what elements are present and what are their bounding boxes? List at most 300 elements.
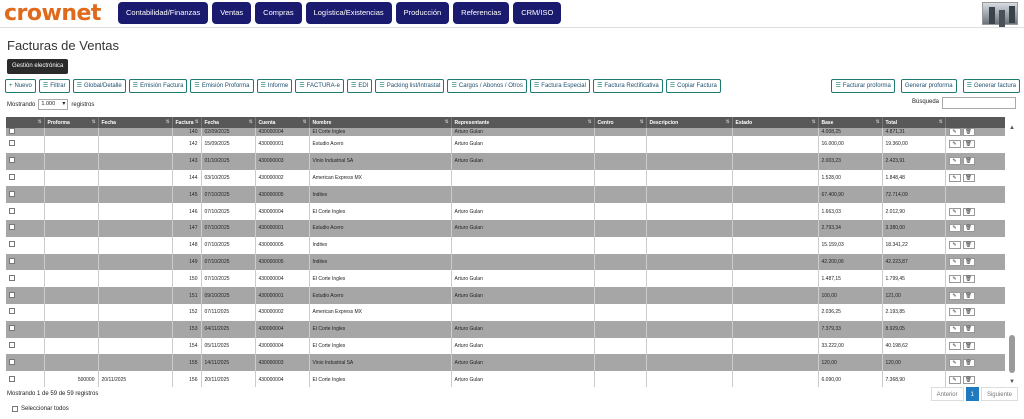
- table-row[interactable]: [6, 287, 1005, 304]
- table-row[interactable]: [6, 153, 1005, 170]
- cell-representante: Arturo Gulan: [451, 354, 594, 371]
- edit-icon[interactable]: ✎: [949, 174, 961, 182]
- cell-estado: [732, 203, 818, 220]
- trash-icon[interactable]: 🗑: [963, 258, 975, 266]
- toolbar-button-label: Global/Detalle: [83, 83, 122, 89]
- cell-total: 4.871,31: [882, 128, 945, 136]
- nav-item-referencias[interactable]: Referencias: [453, 2, 509, 24]
- cell-centro: [594, 270, 646, 287]
- row-actions: [945, 371, 1005, 387]
- toolbar-copiar-factura-button[interactable]: [666, 79, 721, 93]
- cell-fecha: [98, 304, 172, 321]
- cell-proforma: [44, 136, 98, 153]
- trash-icon[interactable]: 🗑: [963, 140, 975, 148]
- cell-factura: 148: [172, 237, 201, 254]
- filter-icon: ☰: [42, 83, 49, 89]
- cell-estado: [732, 220, 818, 237]
- row-checkbox[interactable]: [9, 140, 15, 146]
- sort-icon[interactable]: ⇅: [938, 119, 943, 124]
- cell-nombre: El Corte Ingles: [309, 321, 451, 338]
- trash-icon[interactable]: 🗑: [963, 359, 975, 367]
- select-column-header: [6, 117, 44, 128]
- toolbar-button-label: FACTURA-e: [306, 83, 340, 89]
- row-actions: [945, 220, 1005, 237]
- cell-fecha: [98, 254, 172, 271]
- cell-proforma: [44, 237, 98, 254]
- cell-fecha: [98, 321, 172, 338]
- row-actions: [945, 270, 1005, 287]
- cell-fecha: [98, 237, 172, 254]
- toolbar-packing-list-intrastat-button[interactable]: [375, 79, 444, 93]
- cell-cuenta: 430000004: [255, 270, 309, 287]
- table-scrollbar[interactable]: [1008, 125, 1016, 385]
- cell-representante: Arturo Gulan: [451, 270, 594, 287]
- trash-icon[interactable]: 🗑: [963, 224, 975, 232]
- row-checkbox[interactable]: [9, 258, 15, 264]
- column-header-proforma[interactable]: [44, 117, 98, 128]
- cell-cuenta: 430000002: [255, 170, 309, 187]
- cell-proforma: [44, 338, 98, 355]
- cell-base: 6.090,00: [818, 371, 882, 387]
- table-row[interactable]: [6, 237, 1005, 254]
- edit-icon[interactable]: ✎: [949, 342, 961, 350]
- cell-centro: [594, 254, 646, 271]
- row-actions: [945, 321, 1005, 338]
- toolbar-button-label: Generar proforma: [904, 83, 953, 89]
- cell-factura: 147: [172, 220, 201, 237]
- cell-base: 120,00: [818, 354, 882, 371]
- cell-cuenta: 430000005: [255, 186, 309, 203]
- table-row[interactable]: [6, 254, 1005, 271]
- sort-icon[interactable]: ⇅: [194, 119, 199, 124]
- cell-cuenta: 430000004: [255, 371, 309, 387]
- page-size-select[interactable]: [38, 99, 68, 110]
- row-select-cell: [6, 237, 44, 254]
- column-header-total[interactable]: [882, 117, 945, 128]
- toolbar-global-detalle-button[interactable]: [73, 79, 126, 93]
- row-checkbox[interactable]: [9, 224, 15, 230]
- cell-base: 1.528,00: [818, 170, 882, 187]
- page-size-prefix: Mostrando: [7, 101, 36, 108]
- column-header-nombre[interactable]: [309, 117, 451, 128]
- row-select-cell: [6, 354, 44, 371]
- cell-fecha: 07/10/2025: [201, 186, 255, 203]
- cell-centro: [594, 153, 646, 170]
- toolbar-emisi-n-factura-button[interactable]: [129, 79, 188, 93]
- avatar[interactable]: [982, 2, 1018, 25]
- edit-icon[interactable]: ✎: [949, 292, 961, 300]
- pagination-current[interactable]: 1: [966, 387, 979, 401]
- page-size-control: [7, 99, 94, 110]
- cell-base: 100,00: [818, 287, 882, 304]
- row-checkbox[interactable]: [9, 157, 15, 163]
- toolbar-nuevo-button[interactable]: [5, 79, 36, 93]
- trash-icon[interactable]: 🗑: [963, 157, 975, 165]
- cell-factura: 145: [172, 186, 201, 203]
- cell-estado: [732, 287, 818, 304]
- column-header-fecha[interactable]: [98, 117, 172, 128]
- row-actions: [945, 203, 1005, 220]
- sort-icon[interactable]: ⇅: [875, 119, 880, 124]
- list-icon: ☰: [379, 83, 385, 89]
- trash-icon[interactable]: 🗑: [963, 275, 975, 283]
- records-info: Mostrando 1 de 59 de 59 registros: [7, 391, 99, 397]
- list-icon: ☰: [669, 83, 676, 89]
- cell-descripcion: [646, 170, 732, 187]
- sort-icon[interactable]: ⇅: [444, 119, 449, 124]
- column-header-centro[interactable]: [594, 117, 646, 128]
- cell-descripcion: [646, 128, 732, 136]
- cell-factura: 150: [172, 270, 201, 287]
- sort-icon[interactable]: ⇅: [248, 119, 253, 124]
- column-header-label: Factura: [175, 119, 194, 126]
- cell-cuenta: 430000003: [255, 153, 309, 170]
- sort-icon[interactable]: ⇅: [725, 119, 730, 124]
- cell-nombre: Inditex: [309, 237, 451, 254]
- row-checkbox[interactable]: [9, 241, 15, 247]
- column-header-label: Centro: [597, 119, 614, 126]
- toolbar-cargos-abonos-otros-button[interactable]: [447, 79, 526, 93]
- nav-item-log-stica-existencias[interactable]: Logística/Existencias: [306, 2, 392, 24]
- table-row[interactable]: [6, 354, 1005, 371]
- cell-total: 121,00: [882, 287, 945, 304]
- invoices-table: [6, 117, 1005, 387]
- row-checkbox[interactable]: [9, 308, 15, 314]
- pagination: [931, 387, 1018, 401]
- toolbar-generar-proforma-button[interactable]: [901, 79, 957, 93]
- cell-fecha: 15/09/2025: [201, 136, 255, 153]
- cell-base: 1.487,15: [818, 270, 882, 287]
- cell-base: 2.003,23: [818, 153, 882, 170]
- list-icon: ☰: [132, 83, 139, 89]
- cell-fecha: 20/11/2025: [98, 371, 172, 387]
- cell-fecha: 20/11/2025: [201, 371, 255, 387]
- cell-factura: 140: [172, 128, 201, 136]
- table-header: [6, 117, 1005, 128]
- trash-icon[interactable]: 🗑: [963, 342, 975, 350]
- trash-icon[interactable]: 🗑: [963, 208, 975, 216]
- cell-factura: 153: [172, 321, 201, 338]
- scroll-up-icon[interactable]: ▲: [1009, 125, 1015, 131]
- cell-nombre: El Corte Ingles: [309, 270, 451, 287]
- cell-representante: Arturo Gulan: [451, 136, 594, 153]
- list-icon: ☰: [194, 83, 200, 89]
- column-header-representante[interactable]: [451, 117, 594, 128]
- column-header-label: Nombre: [312, 119, 332, 126]
- cell-total: 18.341,22: [882, 237, 945, 254]
- toolbar-button-label: EDI: [358, 83, 369, 89]
- row-checkbox[interactable]: [9, 128, 15, 134]
- cell-centro: [594, 128, 646, 136]
- row-checkbox[interactable]: [9, 325, 15, 331]
- cell-nombre: El Corte Ingles: [309, 128, 451, 136]
- column-header-label: Descripcion: [649, 119, 679, 126]
- row-select-cell: [6, 170, 44, 187]
- toolbar-filtrar-button[interactable]: [39, 79, 70, 93]
- row-select-cell: [6, 220, 44, 237]
- cell-base: 2.793,34: [818, 220, 882, 237]
- page-title: Facturas de Ventas: [7, 38, 120, 53]
- select-all[interactable]: [12, 406, 69, 412]
- column-header-cuenta[interactable]: [255, 117, 309, 128]
- cell-cuenta: 430000001: [255, 287, 309, 304]
- cell-representante: Arturo Gulan: [451, 287, 594, 304]
- table-row[interactable]: [6, 136, 1005, 153]
- sort-icon[interactable]: ⇅: [91, 119, 96, 124]
- row-select-cell: [6, 186, 44, 203]
- cell-descripcion: [646, 153, 732, 170]
- list-icon: ☰: [260, 83, 266, 89]
- cell-estado: [732, 321, 818, 338]
- toolbar-right: [831, 79, 1020, 93]
- table-row[interactable]: [6, 321, 1005, 338]
- cell-nombre: Inditex: [309, 186, 451, 203]
- toolbar-factura-especial-button[interactable]: [530, 79, 590, 93]
- row-checkbox[interactable]: [9, 359, 15, 365]
- edit-icon[interactable]: ✎: [949, 128, 961, 136]
- cell-nombre: Estudio Acero: [309, 136, 451, 153]
- cell-centro: [594, 287, 646, 304]
- cell-base: 16.000,00: [818, 136, 882, 153]
- cell-fecha: [98, 354, 172, 371]
- cell-estado: [732, 237, 818, 254]
- cell-centro: [594, 321, 646, 338]
- cell-factura: 142: [172, 136, 201, 153]
- row-checkbox[interactable]: [9, 191, 15, 197]
- table-row[interactable]: [6, 203, 1005, 220]
- cell-base: 7.379,33: [818, 321, 882, 338]
- cell-descripcion: [646, 338, 732, 355]
- select-all-label: Seleccionar todos: [21, 406, 69, 412]
- edit-icon[interactable]: ✎: [949, 258, 961, 266]
- cell-total: 2.193,85: [882, 304, 945, 321]
- toolbar-generar-factura-button[interactable]: [963, 79, 1020, 93]
- select-all-checkbox[interactable]: [12, 406, 18, 412]
- list-icon: ☰: [835, 83, 841, 89]
- table-row[interactable]: [6, 270, 1005, 287]
- cell-fecha: [98, 186, 172, 203]
- edit-icon[interactable]: ✎: [949, 359, 961, 367]
- row-actions: [945, 136, 1005, 153]
- toolbar-factura-e-button[interactable]: [295, 79, 344, 93]
- cell-fecha: 07/10/2025: [201, 237, 255, 254]
- cell-cuenta: 430000001: [255, 220, 309, 237]
- page-size-value: 1.000: [41, 101, 56, 107]
- cell-descripcion: [646, 287, 732, 304]
- cell-base: 42.200,06: [818, 254, 882, 271]
- row-select-cell: [6, 254, 44, 271]
- row-checkbox[interactable]: [9, 275, 15, 281]
- cell-cuenta: 430000004: [255, 321, 309, 338]
- cell-total: 42.223,87: [882, 254, 945, 271]
- sort-icon[interactable]: ⇅: [37, 119, 42, 124]
- row-checkbox[interactable]: [9, 174, 15, 180]
- column-header-label: Representante: [454, 119, 490, 126]
- toolbar-facturar-proforma-button[interactable]: [831, 79, 894, 93]
- toolbar: [5, 79, 721, 93]
- cell-factura: 154: [172, 338, 201, 355]
- cell-total: 40.198,62: [882, 338, 945, 355]
- toolbar-button-label: Emisión Factura: [140, 83, 184, 89]
- cell-nombre: Vinio Industrial SA: [309, 153, 451, 170]
- edit-icon[interactable]: ✎: [949, 140, 961, 148]
- cell-total: 3.380,00: [882, 220, 945, 237]
- row-actions: [945, 304, 1005, 321]
- trash-icon[interactable]: 🗑: [963, 174, 975, 182]
- sort-icon[interactable]: ⇅: [639, 119, 644, 124]
- cell-total: 2.012,90: [882, 203, 945, 220]
- row-select-cell: [6, 304, 44, 321]
- edit-icon[interactable]: ✎: [949, 208, 961, 216]
- pagination-prev[interactable]: Anterior: [931, 387, 964, 401]
- gestion-electronica-button[interactable]: Gestión electrónica: [7, 59, 68, 74]
- cell-fecha: 02/09/2025: [201, 128, 255, 136]
- cell-proforma: [44, 153, 98, 170]
- toolbar-informe-button[interactable]: [257, 79, 293, 93]
- toolbar-button-label: Informe: [267, 83, 289, 89]
- pagination-next[interactable]: Siguiente: [981, 387, 1018, 401]
- nav-item-compras[interactable]: Compras: [255, 2, 301, 24]
- cell-fecha: 03/10/2025: [201, 170, 255, 187]
- cell-cuenta: 430000002: [255, 304, 309, 321]
- sort-icon[interactable]: ⇅: [165, 119, 170, 124]
- cell-estado: [732, 338, 818, 355]
- cell-fecha: 07/11/2025: [201, 304, 255, 321]
- cell-fecha: 07/10/2025: [201, 203, 255, 220]
- cell-total: 8.929,05: [882, 321, 945, 338]
- cell-factura: 144: [172, 170, 201, 187]
- toolbar-button-label: Packing list/Intrastat: [386, 83, 441, 89]
- row-select-cell: [6, 321, 44, 338]
- table-row[interactable]: [6, 371, 1005, 387]
- cell-descripcion: [646, 186, 732, 203]
- toolbar-edi-button[interactable]: [347, 79, 372, 93]
- row-select-cell: [6, 287, 44, 304]
- row-select-cell: [6, 338, 44, 355]
- edit-icon[interactable]: ✎: [949, 275, 961, 283]
- list-icon: ☰: [350, 83, 357, 89]
- table-row[interactable]: [6, 338, 1005, 355]
- column-header-factura[interactable]: [172, 117, 201, 128]
- trash-icon[interactable]: 🗑: [963, 376, 975, 384]
- cell-proforma: [44, 220, 98, 237]
- table-row[interactable]: [6, 170, 1005, 187]
- row-checkbox[interactable]: [9, 208, 15, 214]
- row-actions: [945, 338, 1005, 355]
- column-header-fecha[interactable]: [201, 117, 255, 128]
- list-icon: ☰: [299, 83, 305, 89]
- cell-fecha: [98, 220, 172, 237]
- logo: crownet: [4, 1, 101, 26]
- row-checkbox[interactable]: [9, 376, 15, 382]
- toolbar-factura-rectificativa-button[interactable]: [593, 79, 663, 93]
- cell-total: 120,00: [882, 354, 945, 371]
- row-select-cell: [6, 153, 44, 170]
- column-header-base[interactable]: [818, 117, 882, 128]
- edit-icon[interactable]: ✎: [949, 325, 961, 333]
- list-icon: ☰: [76, 83, 82, 89]
- row-select-cell: [6, 136, 44, 153]
- cell-nombre: American Express MX: [309, 304, 451, 321]
- sort-icon[interactable]: ⇅: [811, 119, 816, 124]
- trash-icon[interactable]: 🗑: [963, 325, 975, 333]
- table-row[interactable]: [6, 128, 1005, 136]
- column-header-descripcion[interactable]: [646, 117, 732, 128]
- toolbar-button-label: Emisión Proforma: [201, 83, 250, 89]
- edit-icon[interactable]: ✎: [949, 157, 961, 165]
- cell-fecha: [98, 270, 172, 287]
- trash-icon[interactable]: 🗑: [963, 128, 975, 136]
- search-input[interactable]: [942, 97, 1016, 109]
- row-checkbox[interactable]: [9, 292, 15, 298]
- row-actions: [945, 128, 1005, 136]
- cell-representante: Arturo Gulan: [451, 220, 594, 237]
- column-header-label: Cuenta: [258, 119, 276, 126]
- column-header-label: Total: [885, 119, 898, 126]
- cell-centro: [594, 186, 646, 203]
- cell-representante: [451, 254, 594, 271]
- nav-item-crm-iso[interactable]: CRM/ISO: [513, 2, 561, 24]
- cell-cuenta: 430000005: [255, 254, 309, 271]
- table-row[interactable]: [6, 186, 1005, 203]
- cell-proforma: [44, 304, 98, 321]
- edit-icon[interactable]: ✎: [949, 308, 961, 316]
- invoices-table-wrap: [6, 117, 1005, 387]
- cell-centro: [594, 203, 646, 220]
- cell-proforma: [44, 287, 98, 304]
- row-checkbox[interactable]: [9, 342, 15, 348]
- cell-estado: [732, 254, 818, 271]
- toolbar-button-label: Filtrar: [50, 83, 66, 89]
- scroll-thumb[interactable]: [1009, 335, 1015, 373]
- scroll-down-icon[interactable]: ▼: [1009, 379, 1015, 385]
- edit-icon[interactable]: ✎: [949, 376, 961, 384]
- trash-icon[interactable]: 🗑: [963, 241, 975, 249]
- nav-item-producci-n[interactable]: Producción: [396, 2, 450, 24]
- toolbar-emisi-n-proforma-button[interactable]: [190, 79, 253, 93]
- list-icon: ☰: [451, 83, 457, 89]
- table-row[interactable]: [6, 220, 1005, 237]
- cell-representante: Arturo Gulan: [451, 128, 594, 136]
- cell-proforma: [44, 321, 98, 338]
- edit-icon[interactable]: ✎: [949, 224, 961, 232]
- nav-item-contabilidad-finanzas[interactable]: Contabilidad/Finanzas: [118, 2, 208, 24]
- edit-icon[interactable]: ✎: [949, 241, 961, 249]
- cell-fecha: 07/10/2025: [201, 220, 255, 237]
- cell-estado: [732, 354, 818, 371]
- cell-fecha: 07/10/2025: [201, 254, 255, 271]
- cell-factura: 152: [172, 304, 201, 321]
- nav-item-ventas[interactable]: Ventas: [212, 2, 251, 24]
- cell-total: 1.848,48: [882, 170, 945, 187]
- top-bar: [0, 0, 1024, 28]
- toolbar-button-label: Nuevo: [14, 83, 32, 89]
- chevron-down-icon: ▾: [62, 101, 66, 107]
- sort-icon[interactable]: ⇅: [302, 119, 307, 124]
- cell-estado: [732, 304, 818, 321]
- cell-fecha: 14/11/2025: [201, 354, 255, 371]
- cell-descripcion: [646, 203, 732, 220]
- column-header-estado[interactable]: [732, 117, 818, 128]
- cell-fecha: 05/11/2025: [201, 338, 255, 355]
- cell-total: 7.368,90: [882, 371, 945, 387]
- trash-icon[interactable]: 🗑: [963, 292, 975, 300]
- list-icon: ☰: [596, 83, 603, 89]
- trash-icon[interactable]: 🗑: [963, 308, 975, 316]
- table-row[interactable]: [6, 304, 1005, 321]
- column-header-label: Base: [821, 119, 834, 126]
- sort-icon[interactable]: ⇅: [587, 119, 592, 124]
